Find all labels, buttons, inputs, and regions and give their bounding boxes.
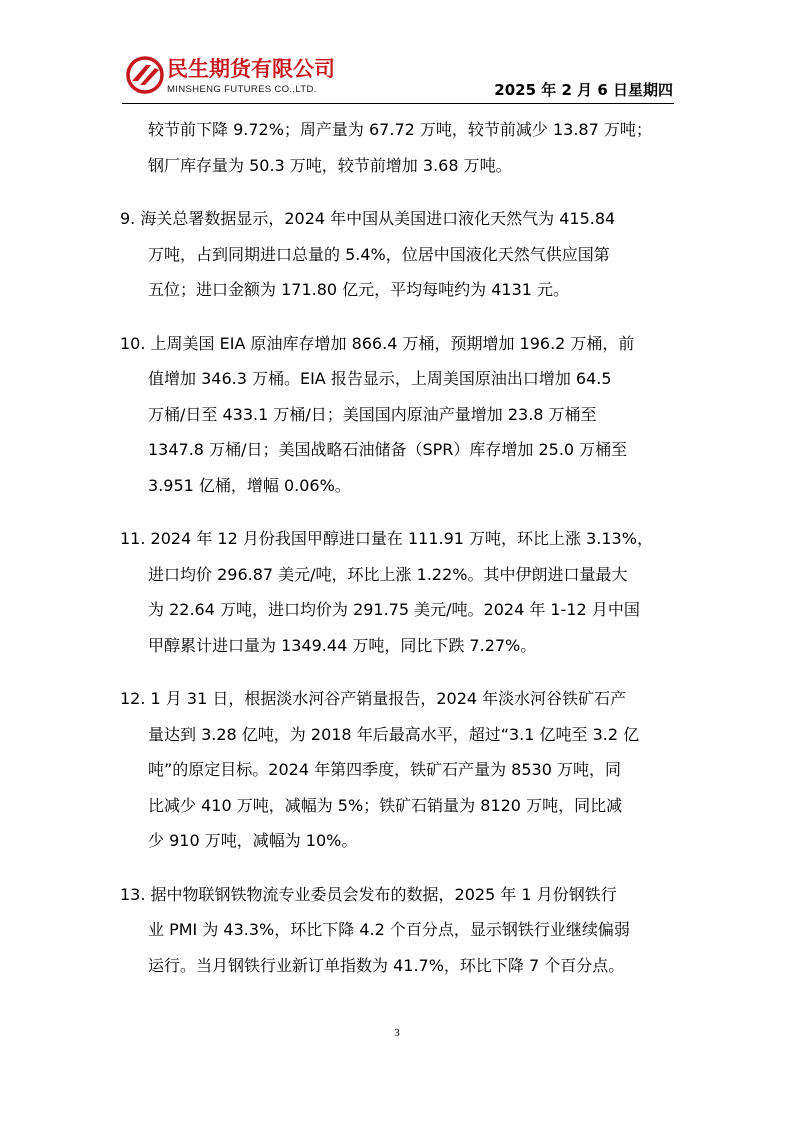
text-line: 10. 上周美国 EIA 原油库存增加 866.4 万桶，预期增加 196.2 万桶，前 [120, 333, 635, 353]
text-line: 运行。当月钢铁行业新订单指数为 41.7%，环比下降 7 个百分点。 [148, 955, 625, 975]
text-line: 吨”的原定目标。2024 年第四季度，铁矿石产量为 8530 万吨，同 [148, 760, 621, 779]
news-item-10 [120, 326, 676, 504]
text-line: 12. 1 月 31 日，根据淡水河谷产销量报告，2024 年淡水河谷铁矿石产 [120, 689, 627, 708]
text-line: 少 910 万吨，减幅为 10%。 [148, 831, 358, 850]
text-line: 3.951 亿桶，增幅 0.06%。 [148, 475, 351, 495]
text-line: 钢厂库存量为 50.3 万吨，较节前增加 3.68 万吨。 [148, 155, 512, 175]
company-name-cn: 民生期货有限公司 [167, 57, 335, 81]
news-item-11 [120, 521, 676, 663]
text-line: 9. 海关总署数据显示，2024 年中国从美国进口液化天然气为 415.84 [120, 209, 616, 228]
news-item-13 [120, 877, 676, 984]
text-line: 值增加 346.3 万桶。EIA 报告显示，上周美国原油出口增加 64.5 [148, 369, 612, 388]
text-line: 甲醇累计进口量为 1349.44 万吨，同比下跌 7.27%。 [148, 635, 537, 655]
text-line: 为 22.64 万吨，进口均价为 291.75 美元/吨。2024 年 1-12 月中国 [148, 600, 640, 619]
text-line: 五位；进口金额为 171.80 亿元，平均每吨约为 4131 元。 [148, 280, 570, 299]
company-logo [126, 56, 366, 100]
text-line: 1347.8 万桶/日；美国战略石油储备（SPR）库存增加 25.0 万桶至 [148, 440, 628, 459]
minsheng-logo-icon [126, 56, 164, 94]
page-number: 3 [394, 1027, 400, 1039]
text-line: 比减少 410 万吨，减幅为 5%；铁矿石销量为 8120 万吨，同比减 [148, 795, 623, 815]
report-date: 2025 年 2 月 6 日星期四 [494, 81, 673, 99]
report-body [120, 112, 676, 983]
news-item-12 [120, 681, 676, 859]
continued-paragraph [120, 112, 676, 183]
text-line: 较节前下降 9.72%；周产量为 67.72 万吨，较节前减少 13.87 万吨； [148, 120, 652, 139]
text-line: 业 PMI 为 43.3%，环比下降 4.2 个百分点，显示钢铁行业继续偏弱 [148, 920, 630, 939]
news-item-9 [120, 201, 676, 308]
text-line: 进口均价 296.87 美元/吨，环比上涨 1.22%。其中伊朗进口量最大 [148, 564, 628, 584]
text-line: 量达到 3.28 亿吨，为 2018 年后最高水平，超过“3.1 亿吨至 3.2 亿 [148, 724, 640, 744]
header-divider [122, 103, 674, 104]
text-line: 11. 2024 年 12 月份我国甲醇进口量在 111.91 万吨，环比上涨 3.13%， [120, 529, 653, 548]
text-line: 13. 据中物联钢铁物流专业委员会发布的数据，2025 年 1 月份钢铁行 [120, 884, 617, 904]
text-line: 万吨，占到同期进口总量的 5.4%，位居中国液化天然气供应国第 [148, 244, 610, 264]
text-line: 万桶/日至 433.1 万桶/日；美国国内原油产量增加 23.8 万桶至 [148, 404, 597, 424]
company-name-en: MINSHENG FUTURES CO.,LTD. [167, 84, 317, 95]
